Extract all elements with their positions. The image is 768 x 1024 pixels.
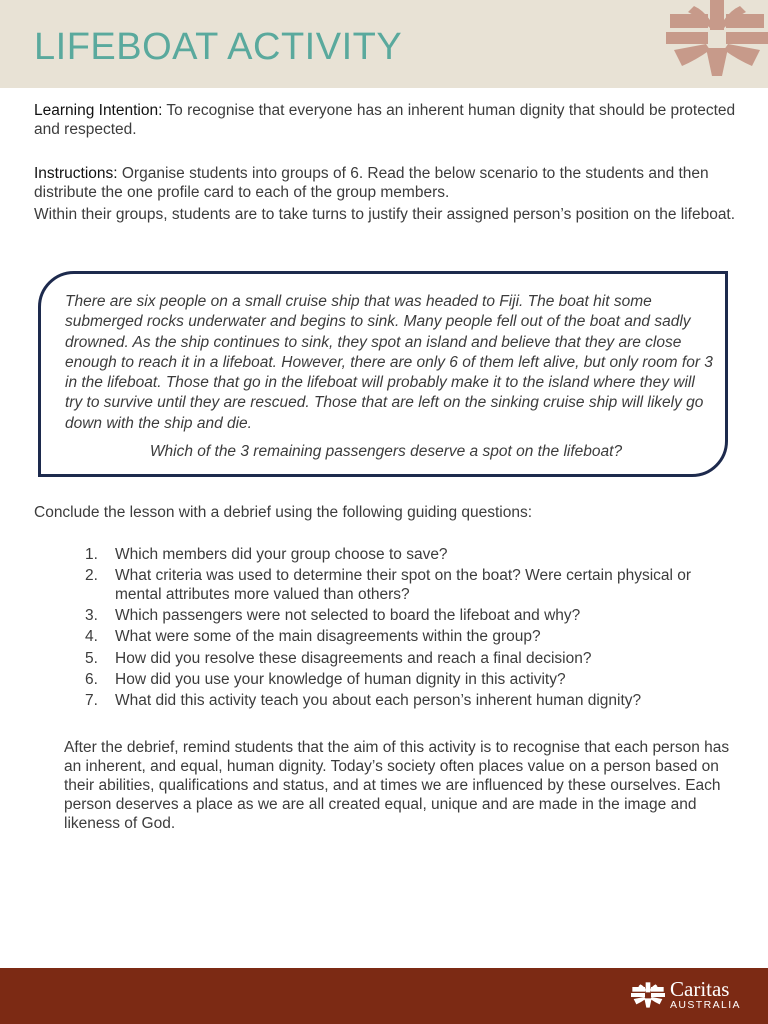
scenario-text: There are six people on a small cruise ship that was headed to Fiji. The boat hit some submerged rocks underwater and begins to sink. Many people fell out of the boat and sadly drowned. As the ship continues to sink, they spot an island and believe that they are close enough to reach it in a lifeboat. However, there are only 6 of them left alive, but only room for 3 in the lifeboat. Those that go in the lifeboat will probably make it to the island where they will try to survive until they are rescued. Those that are left on the sinking cruise ship will likely go down with the ship and die. <box>65 293 713 432</box>
instructions-label: Instructions: <box>34 165 118 182</box>
page-footer <box>0 968 768 1024</box>
scenario-box <box>38 271 728 477</box>
footer-country: AUSTRALIA <box>670 999 741 1011</box>
learning-intention <box>34 101 744 139</box>
list-item <box>85 567 735 604</box>
debrief-intro: Conclude the lesson with a debrief using the following guiding questions: <box>34 504 533 521</box>
list-item <box>85 650 735 669</box>
instructions-text: Organise students into groups of 6. Read the below scenario to the students and then distribute the one profile card to each of the group members. <box>34 165 709 201</box>
list-item <box>85 671 735 690</box>
list-item-number: 1. <box>85 546 98 563</box>
debrief-question-list <box>85 546 735 714</box>
list-item-text: What were some of the main disagreements within the group? <box>115 628 541 646</box>
scenario-question: Which of the 3 remaining passengers deserve a spot on the lifeboat? <box>149 443 623 460</box>
list-item-text: Which passengers were not selected to board the lifeboat and why? <box>115 607 581 625</box>
list-item-number: 4. <box>85 628 98 646</box>
list-item <box>85 692 735 711</box>
learning-intention-label: Learning Intention: <box>34 102 163 119</box>
caritas-cross-icon <box>631 978 665 1012</box>
list-item-number: 5. <box>85 649 98 667</box>
list-item-text: What criteria was used to determine their spot on the boat? Were certain physical or mental attributes more valued than others? <box>115 567 692 603</box>
learning-intention-text: To recognise that everyone has an inherent human dignity that should be protected and respected. <box>34 102 736 138</box>
caritas-cross-icon <box>666 0 768 76</box>
list-item <box>85 607 735 626</box>
list-item <box>85 628 735 647</box>
instructions-continued: Within their groups, students are to take turns to justify their assigned person’s position on the lifeboat. <box>34 206 736 223</box>
list-item-text: What did this activity teach you about each person’s inherent human dignity? <box>115 692 642 710</box>
list-item-text: How did you resolve these disagreements and reach a final decision? <box>115 649 592 667</box>
list-item-text: How did you use your knowledge of human dignity in this activity? <box>115 670 566 688</box>
page-header <box>0 0 768 88</box>
footer-brand: Caritas <box>670 977 730 1001</box>
caritas-wordmark <box>670 979 741 1011</box>
list-item-number: 3. <box>85 607 98 625</box>
list-item-number: 7. <box>85 692 98 710</box>
list-item <box>85 546 735 565</box>
instructions <box>34 164 744 202</box>
list-item-number: 2. <box>85 567 98 585</box>
closing-paragraph: After the debrief, remind students that the aim of this activity is to recognise that each person has an inherent, and equal, human dignity. Today’s society often places value on a person based on their abilities, qualifications and status, and at times we are influenced by these ourselves. Each person deserves a place as we are all created equal, unique and are made in the image and likeness of God. <box>64 739 730 832</box>
caritas-logo <box>631 978 741 1012</box>
page-title: LIFEBOAT ACTIVITY <box>34 26 403 68</box>
list-item-number: 6. <box>85 670 98 688</box>
list-item-text: Which members did your group choose to save? <box>115 546 448 563</box>
